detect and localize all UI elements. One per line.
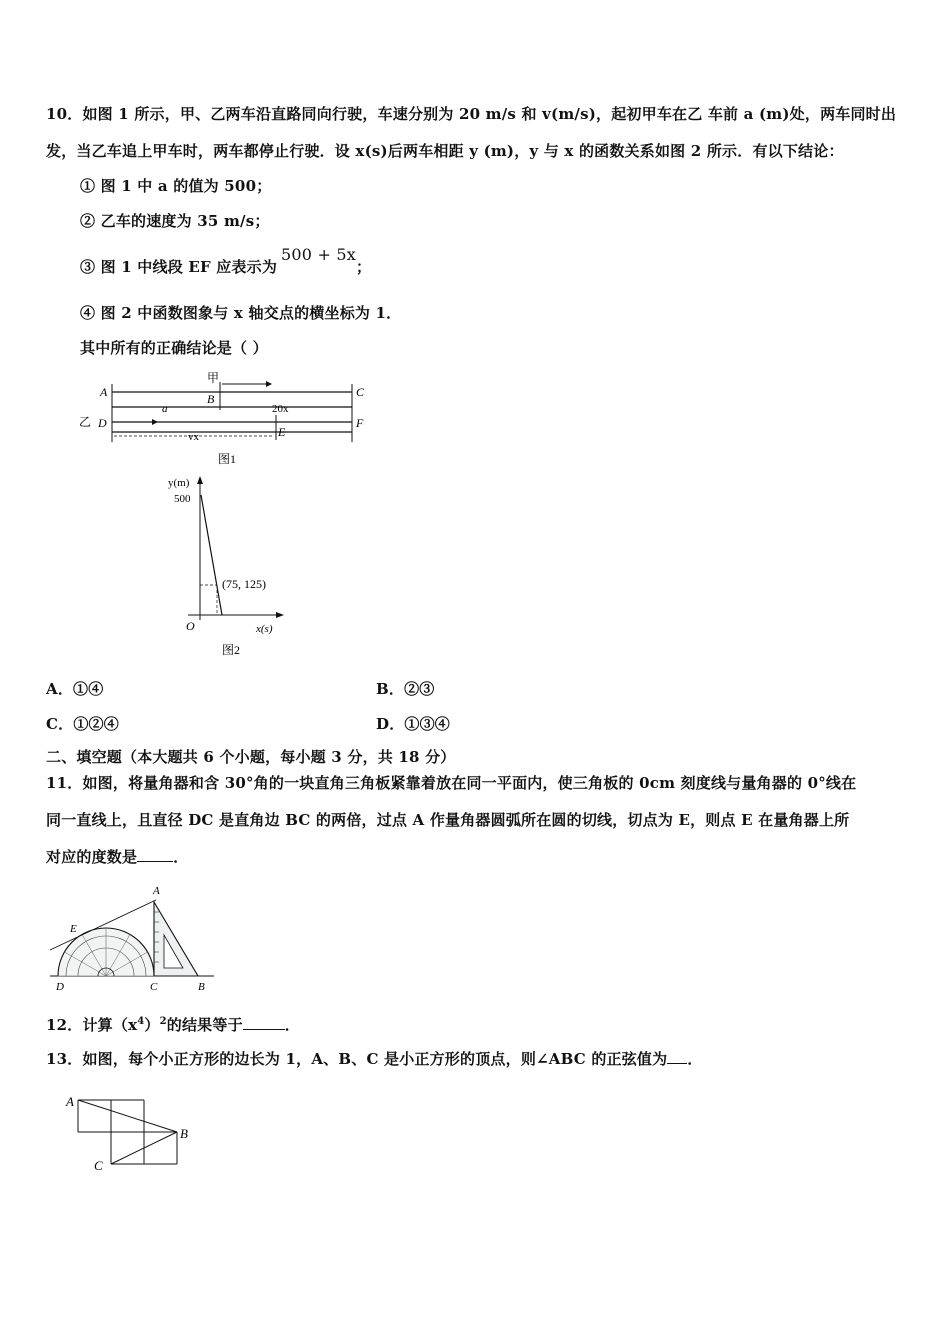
q11-fig-label-A: A — [153, 885, 160, 897]
fig1-label-E: E — [278, 425, 286, 439]
q11-line-2: 同一直线上，且直径 DC 是直角边 BC 的两倍，过点 A 作量角器圆弧所在圆的切线，切点为 E，则点 E 在量角器上所 — [46, 811, 850, 829]
fig1-caption: 图1 — [218, 452, 237, 466]
q13-fig-label-C: C — [94, 1158, 103, 1173]
fig1-label-A: A — [100, 385, 108, 399]
figure-2 — [160, 470, 300, 660]
q13-text: 13．如图，每个小正方形的边长为 1，A、B、C 是小正方形的顶点，则∠ABC 的正弦值为 — [46, 1050, 668, 1068]
q11-line-3-end: ． — [173, 848, 189, 866]
q10-stem: 其中所有的正确结论是（ ） — [80, 339, 268, 357]
figure-1 — [76, 370, 376, 470]
q11-line-3-text: 对应的度数是 — [46, 848, 138, 866]
q11-answer-blank[interactable] — [137, 847, 173, 862]
q10-conclusion-3-formula: 500 + 5x — [281, 245, 356, 264]
fig1-label-jia: 甲 — [207, 371, 220, 385]
q12-post: 的结果等于 — [166, 1016, 243, 1034]
q10-option-C: C．①②④ — [46, 715, 119, 733]
fig1-label-20x: 20x — [272, 403, 289, 415]
q12-end: ． — [284, 1016, 300, 1034]
fig1-label-F: F — [356, 416, 364, 430]
fig2-caption: 图2 — [222, 643, 241, 657]
q11-fig-label-D: D — [56, 981, 64, 993]
q13-line — [46, 1048, 703, 1069]
figure-q13 — [62, 1090, 197, 1176]
q11-fig-label-C: C — [150, 981, 158, 993]
fig1-label-C: C — [356, 385, 365, 399]
fig1-label-a: a — [162, 403, 168, 415]
q10-conclusion-4: ④ 图 2 中函数图象与 x 轴交点的横坐标为 1． — [80, 304, 402, 322]
q10-option-D: D．①③④ — [376, 715, 451, 733]
fig2-ylabel: y(m) — [168, 477, 190, 489]
q12-answer-blank[interactable] — [243, 1015, 285, 1030]
fig2-point-label: (75, 125) — [222, 577, 266, 591]
q11-line-1: 11．如图，将量角器和含 30°角的一块直角三角板紧靠着放在同一平面内，使三角板的 0cm 刻度线与量角器的 0°线在 — [46, 774, 857, 792]
q12-pre: 12．计算（x — [46, 1016, 138, 1034]
q11-line-3 — [46, 846, 188, 867]
section-2-heading: 二、填空题（本大题共 6 个小题，每小题 3 分，共 18 分） — [46, 748, 456, 766]
q10-line-1: 10．如图 1 所示，甲、乙两车沿直路同向行驶，车速分别为 20 m/s 和 v(m/s)，起初甲车在乙 车前 a (m)处，两车同时出 — [46, 105, 897, 123]
q10-line-2: 发，当乙车追上甲车时，两车都停止行驶．设 x(s)后两车相距 y (m)，y 与 x 的函数关系如图 2 所示．有以下结论： — [46, 142, 844, 160]
fig1-label-vx: vx — [188, 431, 199, 443]
q10-option-B: B．②③ — [376, 680, 435, 698]
q12-exp-inner: 4 — [137, 1016, 145, 1027]
q10-conclusion-3 — [80, 245, 372, 277]
q13-fig-label-B: B — [180, 1126, 188, 1141]
q13-answer-blank[interactable] — [667, 1049, 687, 1064]
fig1-label-yi: 乙 — [79, 415, 92, 429]
figure-q11 — [46, 880, 221, 995]
q13-fig-label-A: A — [66, 1094, 74, 1109]
q10-conclusion-3-text: ③ 图 1 中线段 EF 应表示为 — [80, 258, 278, 276]
q10-conclusion-2: ② 乙车的速度为 35 m/s； — [80, 212, 270, 230]
q11-fig-label-E: E — [70, 923, 77, 935]
fig2-y500: 500 — [174, 493, 191, 505]
q12-mid: ） — [144, 1016, 160, 1034]
q10-conclusion-1: ① 图 1 中 a 的值为 500； — [80, 177, 272, 195]
fig1-label-B: B — [207, 392, 215, 406]
fig2-origin: O — [186, 619, 195, 633]
fig2-xlabel: x(s) — [256, 623, 273, 635]
q10-conclusion-3-end: ； — [355, 258, 372, 276]
q12-line — [46, 1014, 300, 1035]
q10-option-A: A．①④ — [46, 680, 104, 698]
q12-exp-outer: 2 — [159, 1016, 167, 1027]
fig1-label-D: D — [98, 416, 107, 430]
q11-fig-label-B: B — [198, 981, 205, 993]
q13-end: ． — [687, 1050, 703, 1068]
